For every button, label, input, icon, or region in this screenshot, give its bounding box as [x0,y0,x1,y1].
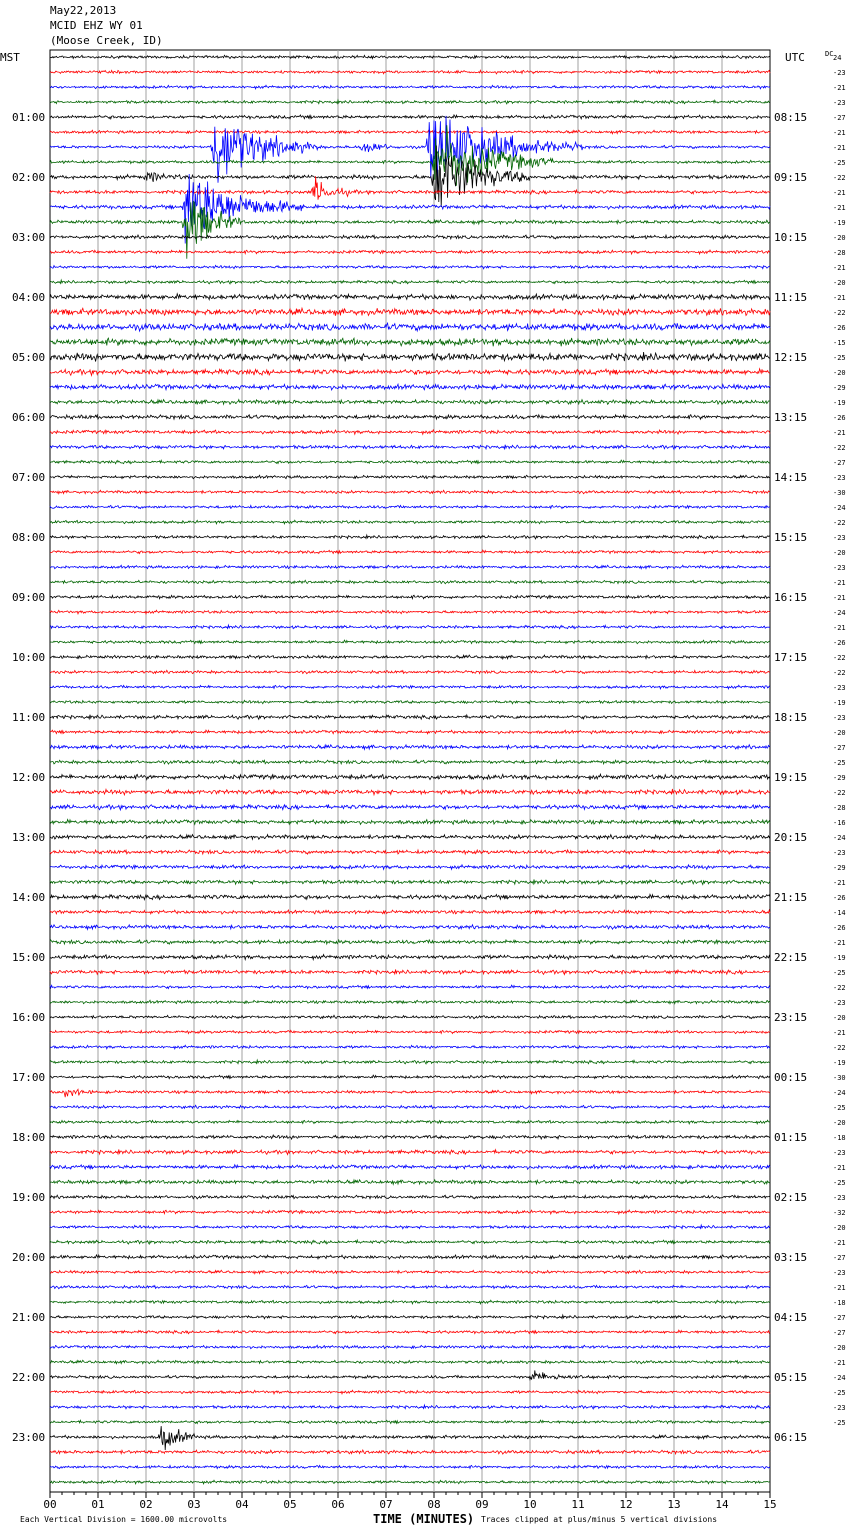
utc-hour-label: 03:15 [774,1251,808,1264]
dc-offset-label: -20 [833,549,846,557]
dc-offset-label: -25 [833,759,846,767]
trace-line [50,700,770,703]
trace-line [50,940,770,944]
trace-line [50,369,770,376]
dc-offset-label: -25 [833,1389,846,1397]
dc-offset-label: -25 [833,969,846,977]
trace-line [50,865,770,870]
dc-offset-label: -24 [833,834,846,842]
dc-offset-label: -20 [833,729,846,737]
trace-line [50,1390,770,1394]
trace-line [50,1270,770,1273]
utc-hour-label: 20:15 [774,831,808,844]
dc-offset-label: -18 [833,1134,846,1142]
dc-offset-label: -18 [833,1299,846,1307]
dc-offset-label: -29 [833,864,846,872]
trace-line [50,1450,770,1454]
dc-offset-label: -23 [833,564,846,572]
dc-offset-label: -27 [833,1329,846,1337]
trace-line [50,789,770,795]
dc-offset-label: -19 [833,1059,846,1067]
utc-hour-label: 06:15 [774,1431,808,1444]
trace-line [50,565,770,568]
dc-offset-label: -23 [833,999,846,1007]
dc-offset-label: -19 [833,954,846,962]
trace-line [50,116,770,183]
trace-line [50,970,770,975]
trace-line [50,760,770,764]
trace-line [50,520,770,524]
mst-hour-label: 01:00 [12,111,46,124]
x-tick-label: 02 [139,1498,153,1511]
trace-line [50,235,770,239]
trace-line [50,1030,770,1033]
trace-line [50,580,770,583]
x-tick-label: 01 [91,1498,105,1511]
mst-hour-label: 13:00 [12,831,46,844]
utc-hour-label: 10:15 [774,231,808,244]
trace-line [50,475,770,478]
mst-hour-label: 09:00 [12,591,46,604]
mst-hour-label: 02:00 [12,171,46,184]
dc-offset-label: -21 [833,594,846,602]
dc-offset-label: -30 [833,489,846,497]
trace-line [50,925,770,930]
trace-line [50,685,770,689]
x-tick-label: 14 [715,1498,729,1511]
utc-hour-label: 16:15 [774,591,808,604]
trace-line [50,505,770,508]
x-tick-label: 09 [475,1498,489,1511]
trace-line [50,1255,770,1259]
trace-line [50,1240,770,1244]
utc-hour-label: 13:15 [774,411,808,424]
trace-line [50,1420,770,1424]
trace-line [50,1405,770,1409]
trace-line [50,805,770,810]
trace-line [50,535,770,539]
dc-offset-label: -25 [833,159,846,167]
trace-line [50,774,770,780]
x-tick-label: 12 [619,1498,633,1511]
utc-hour-label: 11:15 [774,291,808,304]
trace-line [50,100,770,104]
trace-line [50,894,770,899]
dc-offset-label: -25 [833,1179,846,1187]
trace-line [50,955,770,960]
mst-axis-title: MST [0,51,20,64]
utc-hour-label: 23:15 [774,1011,808,1024]
mst-hour-label: 15:00 [12,951,46,964]
dc-offset-label: -23 [833,69,846,77]
trace-line [50,115,770,119]
mst-hour-label: 04:00 [12,291,46,304]
utc-hour-label: 05:15 [774,1371,808,1384]
utc-hour-label: 22:15 [774,951,808,964]
dc-offset-label: -14 [833,909,846,917]
dc-offset-label: -21 [833,84,846,92]
trace-line [50,1225,770,1229]
dc-offset-label: -29 [833,384,846,392]
dc-offset-label: -21 [833,429,846,437]
x-tick-label: 10 [523,1498,537,1511]
trace-line [50,1315,770,1319]
dc-offset-label: -21 [833,939,846,947]
dc-offset-label: -26 [833,639,846,647]
dc-offset-label: -22 [833,984,846,992]
dc-offset-label: -22 [833,519,846,527]
x-tick-label: 08 [427,1498,441,1511]
trace-line [50,550,770,553]
trace-line [50,201,770,259]
dc-offset-label: -20 [833,234,846,242]
trace-line [50,1480,770,1484]
trace-line [50,323,770,331]
mst-hour-label: 05:00 [12,351,46,364]
dc-offset-label: -30 [833,1074,846,1082]
mst-hour-label: 14:00 [12,891,46,904]
dc-offset-label: -19 [833,399,846,407]
dc-offset-label: -23 [833,849,846,857]
x-tick-label: 11 [571,1498,585,1511]
mst-hour-label: 07:00 [12,471,46,484]
dc-offset-label: -28 [833,249,846,257]
dc-offset-label: -21 [833,129,846,137]
utc-axis-title: UTC [785,51,805,64]
trace-line [50,130,770,133]
trace-line [50,384,770,390]
trace-line [50,1075,770,1079]
trace-line [50,625,770,629]
dc-offset-label: -26 [833,414,846,422]
location-label: (Moose Creek, ID) [50,34,163,47]
x-tick-label: 06 [331,1498,345,1511]
trace-line [50,338,770,346]
trace-line [50,1210,770,1214]
trace-line [50,1105,770,1108]
dc-offset-label: -16 [833,819,846,827]
trace-line [50,745,770,750]
utc-hour-label: 21:15 [774,891,808,904]
dc-offset-label: -21 [833,1164,846,1172]
dc-offset-label: -25 [833,1104,846,1112]
trace-line [50,430,770,434]
dc-offset-label: -21 [833,579,846,587]
dc-offset-label: -21 [833,624,846,632]
trace-line [50,1135,770,1139]
dc-offset-label: -21 [833,189,846,197]
dc-offset-label: -24 [833,609,846,617]
trace-line [50,595,770,599]
scale-note: Each Vertical Division = 1600.00 microvolts [20,1515,228,1524]
trace-line [50,640,770,644]
utc-hour-label: 09:15 [774,171,808,184]
trace-line [50,985,770,988]
dc-offset-label: -20 [833,369,846,377]
mst-hour-label: 22:00 [12,1371,46,1384]
trace-line [50,1360,770,1363]
trace-line [50,1426,770,1450]
dc-offset-label: -21 [833,879,846,887]
mst-hour-label: 10:00 [12,651,46,664]
mst-hour-label: 08:00 [12,531,46,544]
dc-offset-label: -20 [833,1344,846,1352]
dc-offset-label: -20 [833,1119,846,1127]
dc-offset-label: -24 [833,1374,846,1382]
dc-offset-label: 24 [833,54,842,62]
dc-offset-label: -23 [833,474,846,482]
dc-offset-label: -21 [833,144,846,152]
trace-line [50,415,770,420]
dc-offset-label: -27 [833,459,846,467]
dc-offset-label: -25 [833,354,846,362]
dc-offset-label: -27 [833,114,846,122]
trace-line [50,820,770,825]
utc-hour-label: 00:15 [774,1071,808,1084]
mst-hour-label: 17:00 [12,1071,46,1084]
dc-offset-label: -24 [833,1089,846,1097]
x-tick-label: 15 [763,1498,777,1511]
dc-offset-label: -26 [833,894,846,902]
trace-line [50,70,770,74]
utc-hour-label: 02:15 [774,1191,808,1204]
trace-line [50,85,770,89]
mst-hour-label: 20:00 [12,1251,46,1264]
dc-offset-label: -22 [833,444,846,452]
x-axis-title: TIME (MINUTES) [373,1512,475,1526]
utc-hour-label: 12:15 [774,351,808,364]
dc-offset-label: -23 [833,99,846,107]
station-label: MCID EHZ WY 01 [50,19,143,32]
dc-offset-label: -23 [833,534,846,542]
trace-line [50,715,770,720]
trace-line [50,1300,770,1304]
trace-line [50,835,770,840]
dc-offset-label: -23 [833,1404,846,1412]
trace-line [50,730,770,734]
mst-hour-label: 18:00 [12,1131,46,1144]
dc-offset-label: -22 [833,654,846,662]
mst-hour-label: 03:00 [12,231,46,244]
trace-line [50,910,770,914]
mst-hour-label: 11:00 [12,711,46,724]
utc-hour-label: 19:15 [774,771,808,784]
dc-offset-label: -29 [833,774,846,782]
dc-offset-label: -27 [833,744,846,752]
trace-line [50,460,770,464]
trace-line [50,1045,770,1049]
trace-line [50,1015,770,1018]
trace-line [50,1345,770,1348]
dc-offset-label: -25 [833,1419,846,1427]
trace-line [50,880,770,885]
trace-line [50,1330,770,1334]
dc-offset-label: -20 [833,1224,846,1232]
trace-line [50,1089,770,1097]
trace-line [50,1165,770,1170]
dc-offset-label: -21 [833,1239,846,1247]
dc-offset-label: -27 [833,1254,846,1262]
trace-line [50,308,770,316]
dc-offset-label: -22 [833,174,846,182]
trace-line [50,352,770,362]
utc-hour-label: 04:15 [774,1311,808,1324]
dc-offset-label: -21 [833,1029,846,1037]
trace-line [50,55,770,58]
dc-offset-label: -15 [833,339,846,347]
x-tick-label: 00 [43,1498,57,1511]
trace-line [50,280,770,284]
trace-line [50,250,770,254]
x-tick-label: 07 [379,1498,393,1511]
x-tick-label: 04 [235,1498,249,1511]
dc-offset-label: -21 [833,1284,846,1292]
trace-line [50,1370,770,1379]
dc-offset-label: -26 [833,324,846,332]
trace-line [50,174,770,244]
clip-note: Traces clipped at plus/minus 5 vertical divisions [481,1515,718,1524]
dc-offset-label: -21 [833,204,846,212]
dc-offset-label: -23 [833,1149,846,1157]
dc-offset-label: -22 [833,789,846,797]
utc-hour-label: 15:15 [774,531,808,544]
dc-offset-label: -20 [833,279,846,287]
trace-line [50,1120,770,1124]
trace-line [50,1465,770,1468]
x-tick-label: 13 [667,1498,681,1511]
dc-offset-label: -24 [833,504,846,512]
utc-hour-label: 17:15 [774,651,808,664]
trace-line [50,1180,770,1185]
trace-line [50,265,770,268]
trace-line [50,1000,770,1003]
dc-offset-label: -21 [833,294,846,302]
trace-line [50,655,770,659]
dc-offset-label: -27 [833,1314,846,1322]
utc-hour-label: 01:15 [774,1131,808,1144]
trace-line [50,445,770,450]
dc-offset-label: -21 [833,1359,846,1367]
dc-offset-label: -20 [833,1014,846,1022]
dc-offset-label: -26 [833,924,846,932]
mst-hour-label: 06:00 [12,411,46,424]
trace-line [50,146,770,208]
trace-line [50,1060,770,1064]
dc-offset-label: -23 [833,1269,846,1277]
utc-hour-label: 08:15 [774,111,808,124]
trace-line [50,850,770,854]
mst-hour-label: 23:00 [12,1431,46,1444]
dc-header-label: DC [825,50,834,58]
x-tick-label: 03 [187,1498,201,1511]
trace-line [50,610,770,614]
dc-offset-label: -19 [833,219,846,227]
dc-offset-label: -22 [833,1044,846,1052]
trace-line [50,176,770,200]
utc-hour-label: 14:15 [774,471,808,484]
dc-offset-label: -23 [833,714,846,722]
trace-line [50,1150,770,1155]
x-tick-label: 05 [283,1498,297,1511]
utc-hour-label: 18:15 [774,711,808,724]
dc-offset-label: -22 [833,669,846,677]
mst-hour-label: 16:00 [12,1011,46,1024]
dc-offset-label: -23 [833,684,846,692]
mst-hour-label: 12:00 [12,771,46,784]
mst-hour-label: 21:00 [12,1311,46,1324]
trace-line [50,1195,770,1199]
dc-offset-label: -23 [833,1194,846,1202]
trace-line [50,490,770,493]
dc-offset-label: -19 [833,699,846,707]
date-label: May22,2013 [50,4,117,17]
trace-line [50,1285,770,1288]
dc-offset-label: -22 [833,309,846,317]
dc-offset-label: -28 [833,804,846,812]
dc-offset-label: -32 [833,1209,846,1217]
trace-line [50,400,770,405]
trace-line [50,670,770,673]
trace-line [50,294,770,300]
dc-offset-label: -21 [833,264,846,272]
mst-hour-label: 19:00 [12,1191,46,1204]
